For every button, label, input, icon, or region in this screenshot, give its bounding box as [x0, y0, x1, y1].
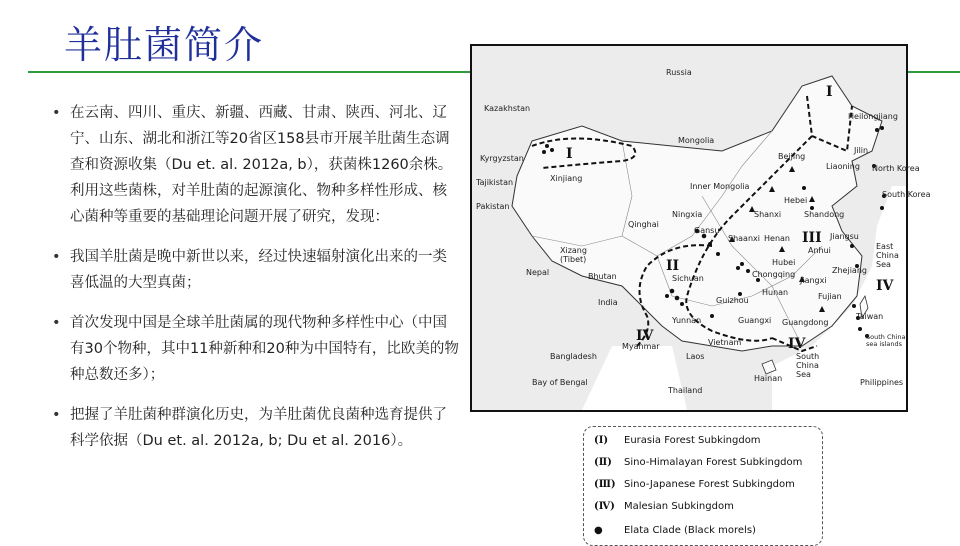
- region-label: I: [566, 146, 573, 162]
- map-label: Jiangxi: [800, 276, 827, 285]
- map-label: Liaoning: [826, 162, 860, 171]
- legend-item: [594, 457, 802, 468]
- bullet-item: [52, 244, 460, 296]
- bullet-text: 首次发现中国是全球羊肚菌属的现代物种多样性中心（中国有30个物种，其中11种新种和20种为中国特有，比欧美的物种总数还多）；: [70, 315, 459, 383]
- map-label: Chongqing: [752, 270, 796, 279]
- map-label: Russia: [666, 68, 692, 77]
- map-label: Fujian: [818, 292, 842, 301]
- legend-label: Malesian Subkingdom: [624, 501, 734, 512]
- map-label: Philippines: [860, 378, 904, 387]
- map-label: Inner Mongolia: [690, 182, 750, 191]
- bullet-icon: •: [52, 105, 61, 121]
- region-label: IV: [636, 328, 654, 344]
- map-label: Bay of Bengal: [532, 378, 588, 387]
- bullet-text: 我国羊肚菌是晚中新世以来，经过快速辐射演化出来的一类喜低温的大型真菌；: [70, 249, 447, 291]
- map-label: Ningxia: [672, 210, 703, 219]
- map-label: Thailand: [668, 386, 703, 395]
- legend-item: [594, 501, 734, 512]
- map-label: Hubei: [772, 258, 796, 267]
- region-label: III: [802, 230, 822, 246]
- legend-marker: (Ⅱ): [594, 457, 612, 468]
- map-label: Shanxi: [754, 210, 782, 219]
- legend-item: [594, 525, 756, 536]
- legend-label: Elata Clade (Black morels): [624, 525, 756, 536]
- map-label: Guangdong: [782, 318, 829, 327]
- legend-label: Sino-Himalayan Forest Subkingdom: [624, 457, 803, 468]
- map-label: Jilin: [854, 146, 869, 155]
- map-label: East China Sea: [876, 242, 899, 269]
- map-label: Heilongjiang: [848, 112, 898, 121]
- map-label: Zhejiang: [832, 266, 867, 275]
- map-label: Xinjiang: [550, 174, 583, 183]
- bullet-item: [52, 402, 460, 454]
- bullet-icon: •: [52, 315, 61, 331]
- legend-marker: (Ⅰ): [594, 435, 609, 446]
- map-label: Kazakhstan: [484, 104, 531, 113]
- map-label: Yunnan: [672, 316, 702, 325]
- bullet-text: 把握了羊肚菌种群演化历史，为羊肚菌优良菌种选育提供了科学依据（Du et. al. 2012a, b; Du et al. 2016）。: [70, 407, 447, 449]
- legend-item: [594, 479, 795, 490]
- map-label: Taiwan: [856, 312, 884, 321]
- map-label: Mongolia: [678, 136, 715, 145]
- bullet-list: [52, 100, 460, 468]
- legend-label: Sino-Japanese Forest Subkingdom: [624, 479, 795, 490]
- map-label: Hunan: [762, 288, 789, 297]
- map-label: Henan: [764, 234, 790, 243]
- region-label: I: [826, 84, 833, 100]
- map-legend: [583, 426, 823, 546]
- map-label: Sichuan: [672, 274, 704, 283]
- map-label: South China Sea: [796, 352, 820, 379]
- region-label: II: [666, 258, 680, 274]
- map-label: South China sea islands: [866, 333, 906, 348]
- map-label: South Korea: [882, 190, 931, 199]
- map-label: Beijing: [778, 152, 806, 161]
- map-label: Anhui: [808, 246, 831, 255]
- map-label: Vietnam: [708, 338, 742, 347]
- map-label: Hebei: [784, 196, 808, 205]
- legend-label: Eurasia Forest Subkingdom: [624, 435, 761, 446]
- title-divider-right: [908, 71, 960, 73]
- bullet-icon: •: [52, 407, 61, 423]
- legend-item: [594, 435, 761, 446]
- map-label: Shandong: [804, 210, 845, 219]
- title-divider: [28, 71, 470, 73]
- map-label: Xizang (Tibet): [560, 246, 587, 264]
- legend-marker: (Ⅳ): [594, 501, 615, 512]
- legend-marker: ●: [594, 525, 603, 536]
- bullet-item: [52, 100, 460, 230]
- map-label: Guangxi: [738, 316, 772, 325]
- map-label: North Korea: [872, 164, 920, 173]
- map-label: Qinghai: [628, 220, 659, 229]
- bullet-icon: •: [52, 249, 61, 265]
- map-label: Nepal: [526, 268, 550, 277]
- map-label: Hainan: [754, 374, 783, 383]
- map-label: Jiangsu: [830, 232, 859, 241]
- map-label: Myanmar: [622, 342, 660, 351]
- map-label: India: [598, 298, 618, 307]
- map-label: Kyrgyzstan: [480, 154, 524, 163]
- legend-marker: (Ⅲ): [594, 479, 616, 490]
- map-label: Bangladesh: [550, 352, 597, 361]
- bullet-item: [52, 310, 460, 388]
- map-label: Pakistan: [476, 202, 510, 211]
- map-label: Bhutan: [588, 272, 617, 281]
- distribution-map: [470, 44, 931, 412]
- map-label: Shaanxi: [728, 234, 760, 243]
- region-label: IV: [876, 278, 894, 294]
- map-label: Laos: [686, 352, 705, 361]
- map-label: Guizhou: [716, 296, 749, 305]
- map-label: Tajikistan: [476, 178, 514, 187]
- region-label: IV: [788, 336, 806, 352]
- page-title: 羊肚菌简介: [64, 23, 265, 67]
- map-label: Gansu: [694, 226, 720, 235]
- bullet-text: 在云南、四川、重庆、新疆、西藏、甘肃、陕西、河北、辽宁、山东、湖北和浙江等20省区158县市开展羊肚菌生态调查和资源收集（Du et. al. 2012a, b），获菌株1260余株。利用这些菌株，对羊肚菌的起源演化、物种多样性形成、核心菌种等重要的基础理论问题开展了研究，发现：: [70, 105, 453, 225]
